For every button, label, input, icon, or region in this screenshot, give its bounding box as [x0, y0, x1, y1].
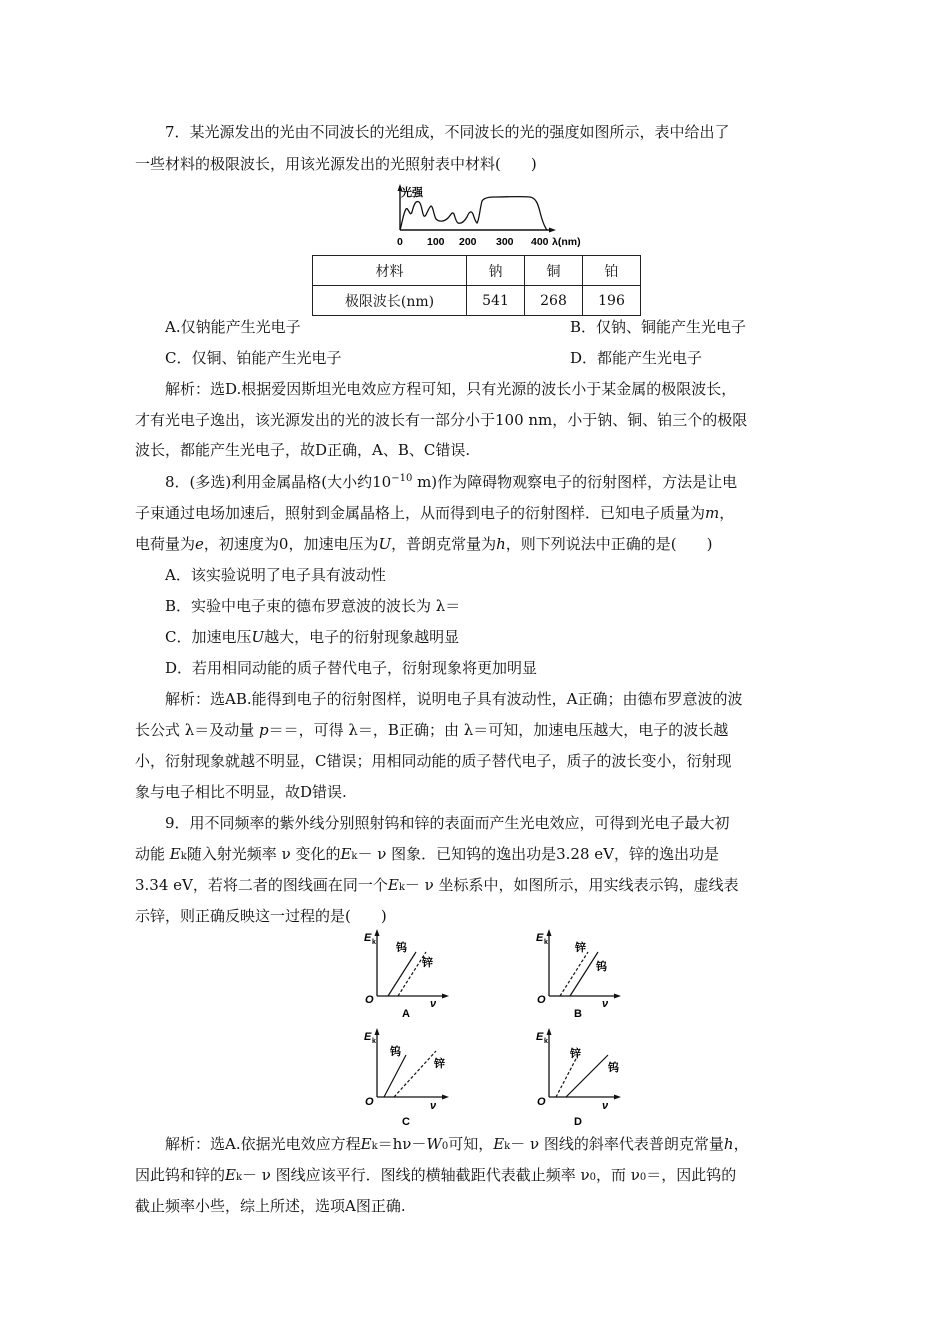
q9-graph-c: [358, 1025, 458, 1129]
table-row: [313, 256, 641, 286]
svg-text:ν: ν: [430, 998, 437, 1010]
q7-analysis-line3: 波长，都能产生光电子，故D正确，A、B、C错误.: [135, 441, 471, 459]
q8-option-b: B．实验中电子束的德布罗意波的波长为 λ＝: [165, 597, 461, 615]
q7-analysis-line2: 才有光电子逸出，该光源发出的光的波长有一部分小于100 nm，小于钠、铜、铂三个的极限: [135, 411, 748, 429]
graph-label-c: C: [402, 1116, 410, 1128]
q7-stem-line1: 7．某光源发出的光由不同波长的光组成，不同波长的光的强度如图所示，表中给出了: [165, 123, 730, 141]
table-row-label: 极限波长(nm): [313, 286, 467, 316]
table-header-material: 材料: [313, 256, 467, 286]
svg-text:O: O: [365, 1096, 374, 1108]
zinc-label: 锌: [434, 1058, 445, 1070]
q9-graph-b: [530, 926, 630, 1018]
svg-text:E: E: [364, 932, 372, 944]
q7-tick-100: 100: [427, 236, 445, 248]
q9-stem-line4: 示锌，则正确反映这一过程的是( ): [135, 907, 387, 925]
svg-text:E: E: [536, 1031, 544, 1043]
svg-text:ν: ν: [602, 998, 609, 1010]
table-header-platinum: 铂: [583, 256, 641, 286]
q7-analysis-line1: 解析：选D.根据爱因斯坦光电效应方程可知，只有光源的波长小于某金属的极限波长，: [165, 380, 737, 398]
table-header-copper: 铜: [525, 256, 583, 286]
q9-graph-a: [358, 926, 458, 1018]
q9-stem-line3: 3.34 eV，若将二者的图线画在同一个Ek－ ν 坐标系中，如图所示，用实线表示钨，虚线表: [135, 876, 739, 894]
svg-text:E: E: [536, 932, 544, 944]
q7-option-a: A.仅钠能产生光电子: [165, 318, 301, 336]
q9-analysis-line3: 截止频率小些，综上所述，选项A图正确.: [135, 1197, 406, 1215]
table-cell-copper: 268: [525, 286, 583, 316]
q8-stem-line2: 子束通过电场加速后，照射到金属晶格上，从而得到电子的衍射图样．已知电子质量为m，: [135, 504, 735, 522]
q7-chart-ylabel: 光强: [401, 187, 423, 199]
q8-analysis-line3: 小，衍射现象就越不明显，C错误；用相同动能的质子替代电子，质子的波长变小，衍射现: [135, 752, 732, 770]
q7-tick-300: 300: [496, 236, 514, 248]
q7-option-d: D．都能产生光电子: [570, 349, 703, 367]
table-row: [313, 286, 641, 316]
svg-text:k: k: [544, 1038, 548, 1045]
q7-tick-200: 200: [459, 236, 477, 248]
q8-stem-line1: 8．(多选)利用金属晶格(大小约$10^{-10}$ m)作为障碍物观察电子的衍射图样，方法是让电: [165, 473, 738, 491]
q9-stem-line1: 9．用不同频率的紫外线分别照射钨和锌的表面而产生光电效应，可得到光电子最大初: [165, 814, 730, 832]
graph-label-d: D: [574, 1116, 582, 1128]
table-header-sodium: 钠: [467, 256, 525, 286]
svg-text:O: O: [537, 994, 546, 1006]
zinc-label: 锌: [575, 942, 586, 954]
tungsten-label: 钨: [608, 1062, 619, 1074]
zinc-label: 锌: [570, 1048, 581, 1060]
q8-analysis-line4: 象与电子相比不明显，故D错误.: [135, 783, 347, 801]
q9-stem-line2: 动能 Ek随入射光频率 ν 变化的Ek－ ν 图象．已知钨的逸出功是3.28 eV，锌的逸出功是: [135, 845, 720, 863]
q9-graph-d: [530, 1025, 630, 1129]
q8-option-a: A．该实验说明了电子具有波动性: [165, 566, 386, 584]
q7-chart-x-arrow: [549, 228, 556, 233]
q7-tick-400: 400: [531, 236, 549, 248]
q8-analysis-line1: 解析：选AB.能得到电子的衍射图样，说明电子具有波动性，A正确；由德布罗意波的波: [165, 690, 743, 708]
graph-label-a: A: [402, 1008, 410, 1018]
q8-analysis-line2: 长公式 λ＝及动量 p＝＝，可得 λ＝，B正确；由 λ＝可知，加速电压越大，电子的波长越: [135, 721, 729, 739]
q7-chart-xlabel: λ(nm): [552, 236, 581, 248]
graph-label-b: B: [574, 1008, 582, 1018]
svg-text:ν: ν: [430, 1100, 437, 1112]
q9-analysis-line1: 解析：选A.依据光电效应方程Ek＝hν－W0可知，Ek－ ν 图线的斜率代表普朗克常量h，: [165, 1135, 749, 1153]
q9-analysis-line2: 因此钨和锌的Ek－ ν 图线应该平行．图线的横轴截距代表截止频率 ν0，而 ν0＝，因此钨的: [135, 1166, 737, 1184]
tungsten-line: [566, 1055, 608, 1097]
svg-text:k: k: [544, 939, 548, 946]
svg-text:O: O: [365, 994, 374, 1006]
q7-tick-0: 0: [397, 236, 403, 248]
tungsten-label: 钨: [596, 961, 607, 973]
svg-text:k: k: [372, 939, 376, 946]
table-cell-platinum: 196: [583, 286, 641, 316]
svg-text:k: k: [372, 1038, 376, 1045]
tungsten-label: 钨: [390, 1046, 401, 1058]
table-cell-sodium: 541: [467, 286, 525, 316]
q7-material-table: [312, 255, 641, 316]
tungsten-line: [384, 1055, 406, 1097]
q7-intensity-curve: [400, 197, 547, 230]
q8-stem-line3: 电荷量为e，初速度为0，加速电压为U，普朗克常量为h，则下列说法中正确的是( ): [135, 535, 713, 553]
q8-option-c: C．加速电压U越大，电子的衍射现象越明显: [165, 628, 460, 646]
svg-text:ν: ν: [602, 1100, 609, 1112]
q7-option-c: C．仅铜、铂能产生光电子: [165, 349, 342, 367]
tungsten-label: 钨: [396, 942, 407, 954]
svg-text:O: O: [537, 1096, 546, 1108]
svg-text:E: E: [364, 1031, 372, 1043]
zinc-label: 锌: [422, 957, 433, 969]
q7-intensity-chart: [388, 184, 593, 250]
q7-option-b: B．仅钠、铜能产生光电子: [570, 318, 747, 336]
q8-option-d: D．若用相同动能的质子替代电子，衍射现象将更加明显: [165, 659, 538, 677]
zinc-line: [556, 1055, 578, 1097]
q7-stem-line2: 一些材料的极限波长，用该光源发出的光照射表中材料( ): [135, 155, 537, 173]
